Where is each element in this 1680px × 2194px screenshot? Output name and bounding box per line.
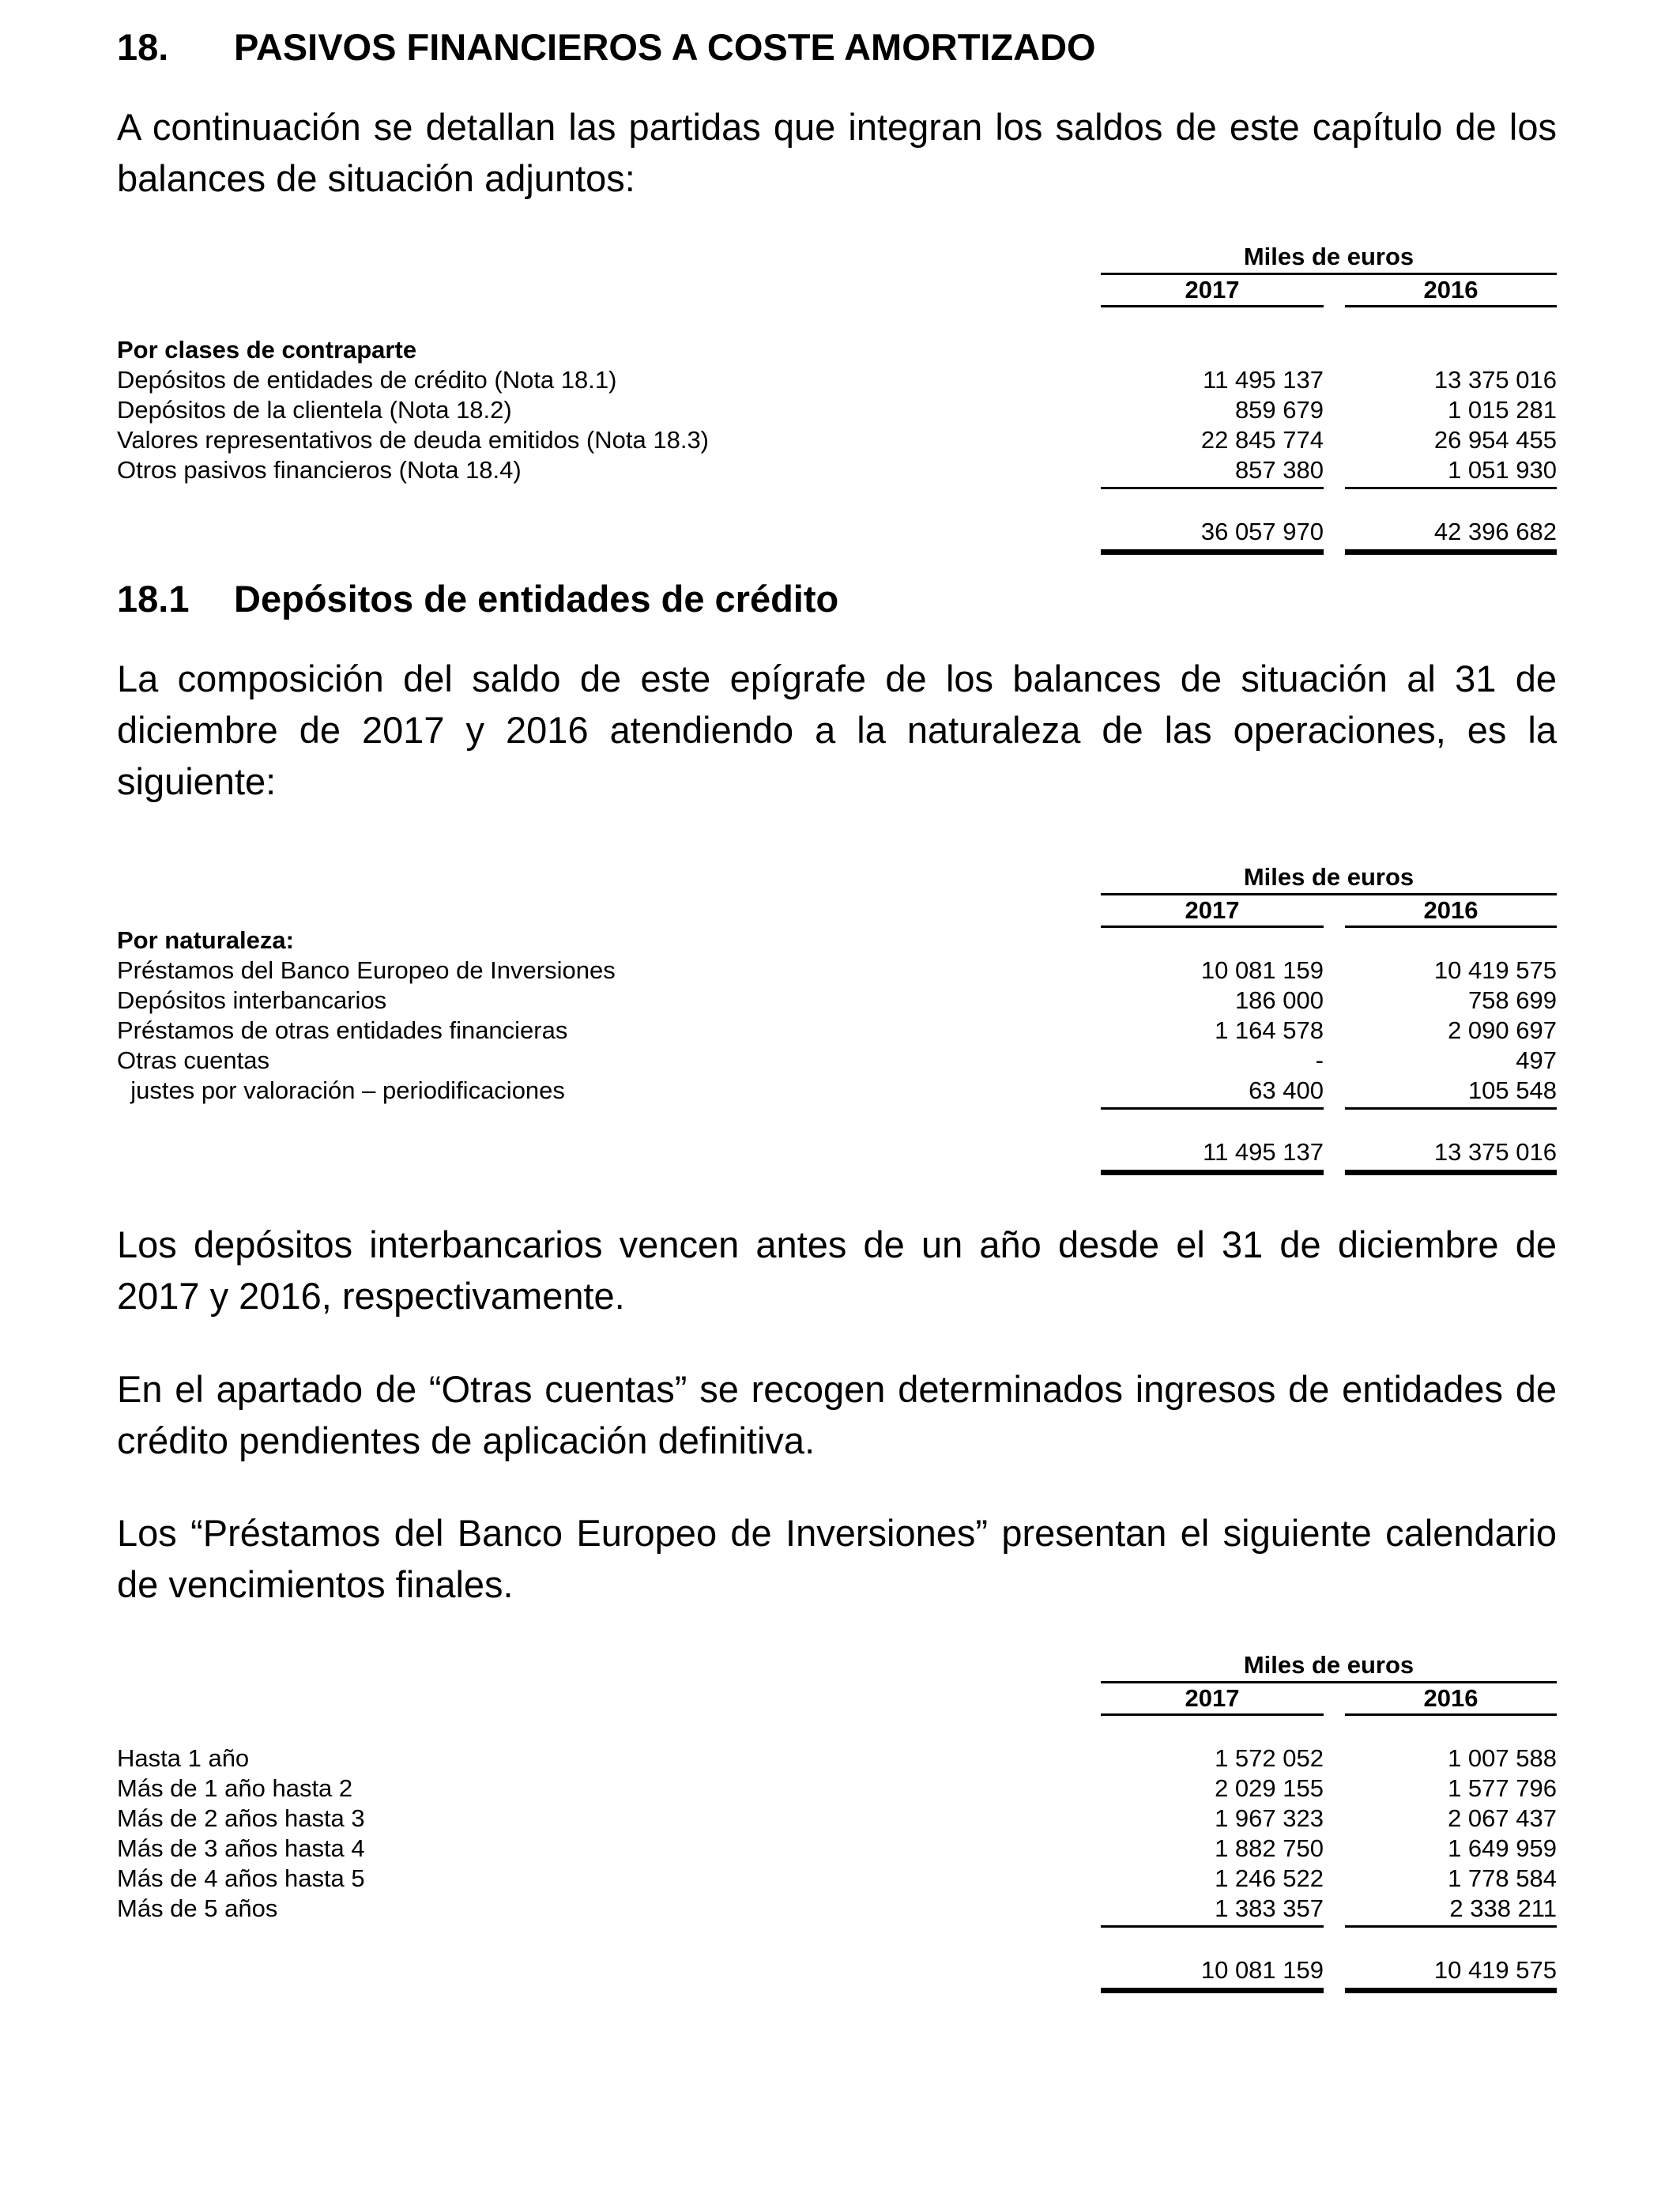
row-label: Depósitos de la clientela (Nota 18.2) bbox=[117, 396, 512, 424]
cell-2016: 497 bbox=[1516, 1046, 1557, 1074]
column-header-2016: 2016 bbox=[1423, 276, 1478, 303]
subsection-number: 18.1 bbox=[117, 578, 190, 620]
table-unit-header: Miles de euros bbox=[1243, 1651, 1414, 1679]
table-row bbox=[117, 1016, 1557, 1046]
row-label: Hasta 1 año bbox=[117, 1744, 250, 1772]
cell-2016: 26 954 455 bbox=[1433, 426, 1557, 454]
table-row bbox=[117, 986, 1557, 1016]
table-row bbox=[117, 365, 1557, 395]
group-label: Por clases de contraparte bbox=[117, 336, 417, 364]
paragraph-interbank: Los depósitos interbancarios vencen antes de un año desde el 31 de diciembre de 2017 y 2016, respectivamente. bbox=[117, 1223, 1557, 1317]
cell-2016: 105 548 bbox=[1467, 1076, 1557, 1104]
table-row bbox=[117, 1864, 1557, 1894]
table-row bbox=[117, 1046, 1557, 1076]
table-row bbox=[117, 425, 1557, 455]
table-row bbox=[117, 1076, 1557, 1106]
cell-2016: 1 778 584 bbox=[1448, 1864, 1557, 1892]
table-counterparty bbox=[117, 220, 1557, 567]
row-label: Depósitos de entidades de crédito (Nota 18.1) bbox=[117, 366, 617, 394]
paragraph-bei-loans: Los “Préstamos del Banco Europeo de Inversiones” presentan el siguiente calendario de vencimientos finales. bbox=[117, 1512, 1557, 1605]
table-row bbox=[117, 1894, 1557, 1924]
cell-2016: 758 699 bbox=[1467, 986, 1557, 1014]
total-double-rule bbox=[1345, 1988, 1557, 1993]
total-row bbox=[117, 1137, 1557, 1167]
column-header-2017: 2017 bbox=[1185, 896, 1240, 924]
cell-2017: 63 400 bbox=[1249, 1076, 1324, 1104]
divider bbox=[1345, 1713, 1557, 1716]
divider bbox=[1345, 305, 1557, 307]
cell-2017: 1 383 357 bbox=[1215, 1894, 1324, 1922]
paragraph-other-accounts: En el apartado de “Otras cuentas” se recogen determinados ingresos de entidades de crédito pendientes de aplicación definitiva. bbox=[117, 1368, 1557, 1461]
row-label: Préstamos de otras entidades financieras bbox=[117, 1016, 568, 1044]
row-label: Más de 5 años bbox=[117, 1894, 278, 1922]
row-label: Más de 1 año hasta 2 bbox=[117, 1774, 353, 1802]
row-label: justes por valoración – periodificaciones bbox=[117, 1076, 565, 1104]
subtotal-rule bbox=[1345, 487, 1557, 489]
row-label: Depósitos interbancarios bbox=[117, 986, 387, 1014]
total-double-rule bbox=[1345, 549, 1557, 555]
table-row bbox=[117, 1804, 1557, 1834]
row-label: Otros pasivos financieros (Nota 18.4) bbox=[117, 456, 522, 484]
subtotal-rule bbox=[1345, 1925, 1557, 1928]
column-header-2017: 2017 bbox=[1185, 1684, 1240, 1712]
cell-2017: 2 029 155 bbox=[1215, 1774, 1324, 1802]
table-unit-header: Miles de euros bbox=[1243, 863, 1414, 891]
cell-2017: 857 380 bbox=[1234, 456, 1324, 484]
table-maturity bbox=[117, 1628, 1557, 2007]
total-2017: 10 081 159 bbox=[1200, 1956, 1324, 1984]
table-row bbox=[117, 1834, 1557, 1864]
total-2016: 10 419 575 bbox=[1433, 1956, 1557, 1984]
column-header-2016: 2016 bbox=[1423, 896, 1478, 924]
subtotal-rule bbox=[1101, 1925, 1324, 1928]
cell-2017: 859 679 bbox=[1234, 396, 1324, 424]
row-label: Más de 4 años hasta 5 bbox=[117, 1864, 365, 1892]
divider bbox=[1101, 1713, 1324, 1716]
total-row bbox=[117, 517, 1557, 547]
total-double-rule bbox=[1101, 1988, 1324, 1993]
cell-2016: 2 067 437 bbox=[1448, 1804, 1557, 1832]
cell-2016: 13 375 016 bbox=[1433, 366, 1557, 394]
cell-2017: - bbox=[1315, 1046, 1324, 1074]
section-heading bbox=[117, 24, 1096, 71]
cell-2017: 11 495 137 bbox=[1203, 366, 1324, 394]
subtotal-rule bbox=[1101, 1107, 1324, 1110]
section-number: 18. bbox=[117, 26, 169, 68]
table-row bbox=[117, 1744, 1557, 1774]
cell-2017: 1 882 750 bbox=[1215, 1834, 1324, 1862]
cell-2016: 1 051 930 bbox=[1448, 456, 1557, 484]
cell-2016: 1 577 796 bbox=[1448, 1774, 1557, 1802]
divider bbox=[1101, 305, 1324, 307]
section-title: PASIVOS FINANCIEROS A COSTE AMORTIZADO bbox=[234, 26, 1096, 68]
total-row bbox=[117, 1955, 1557, 1985]
table-row bbox=[117, 455, 1557, 485]
group-label-row bbox=[117, 925, 1557, 956]
total-2016: 13 375 016 bbox=[1433, 1138, 1557, 1166]
total-2017: 36 057 970 bbox=[1200, 518, 1324, 545]
total-2016: 42 396 682 bbox=[1433, 518, 1557, 545]
total-2017: 11 495 137 bbox=[1203, 1138, 1324, 1166]
row-label: Otras cuentas bbox=[117, 1046, 269, 1074]
cell-2016: 1 007 588 bbox=[1448, 1744, 1557, 1772]
table-row bbox=[117, 956, 1557, 986]
total-double-rule bbox=[1101, 1170, 1324, 1175]
cell-2016: 1 649 959 bbox=[1448, 1834, 1557, 1862]
group-label-row bbox=[117, 335, 1557, 365]
table-unit-header: Miles de euros bbox=[1243, 243, 1414, 270]
row-label: Préstamos del Banco Europeo de Inversiones bbox=[117, 956, 616, 984]
column-header-2017: 2017 bbox=[1185, 276, 1240, 303]
subtotal-rule bbox=[1101, 487, 1324, 489]
row-label: Valores representativos de deuda emitidos (Nota 18.3) bbox=[117, 426, 710, 454]
cell-2017: 186 000 bbox=[1234, 986, 1324, 1014]
subtotal-rule bbox=[1345, 1107, 1557, 1110]
cell-2016: 2 338 211 bbox=[1449, 1894, 1557, 1922]
subsection-title: Depósitos de entidades de crédito bbox=[234, 578, 839, 620]
total-double-rule bbox=[1101, 549, 1324, 555]
table-row bbox=[117, 1774, 1557, 1804]
cell-2016: 1 015 281 bbox=[1448, 396, 1557, 424]
cell-2017: 1 967 323 bbox=[1215, 1804, 1324, 1832]
total-double-rule bbox=[1345, 1170, 1557, 1175]
cell-2017: 1 572 052 bbox=[1215, 1744, 1324, 1772]
table-row bbox=[117, 395, 1557, 425]
subsection-heading bbox=[117, 575, 838, 623]
cell-2016: 10 419 575 bbox=[1433, 956, 1557, 984]
table-nature bbox=[117, 840, 1557, 1196]
cell-2017: 10 081 159 bbox=[1200, 956, 1324, 984]
subsection-intro: La composición del saldo de este epígrafe de los balances de situación al 31 de diciembre de 2017 y 2016 atendiendo a la naturaleza de las operaciones, es la siguiente: bbox=[117, 658, 1557, 802]
cell-2017: 1 164 578 bbox=[1215, 1016, 1324, 1044]
section-intro: A continuación se detallan las partidas que integran los saldos de este capítulo de los balances de situación adjuntos: bbox=[117, 106, 1557, 199]
cell-2017: 22 845 774 bbox=[1200, 426, 1324, 454]
group-label: Por naturaleza: bbox=[117, 926, 294, 954]
row-label: Más de 2 años hasta 3 bbox=[117, 1804, 365, 1832]
cell-2016: 2 090 697 bbox=[1448, 1016, 1557, 1044]
row-label: Más de 3 años hasta 4 bbox=[117, 1834, 365, 1862]
cell-2017: 1 246 522 bbox=[1215, 1864, 1324, 1892]
column-header-2016: 2016 bbox=[1423, 1684, 1478, 1712]
